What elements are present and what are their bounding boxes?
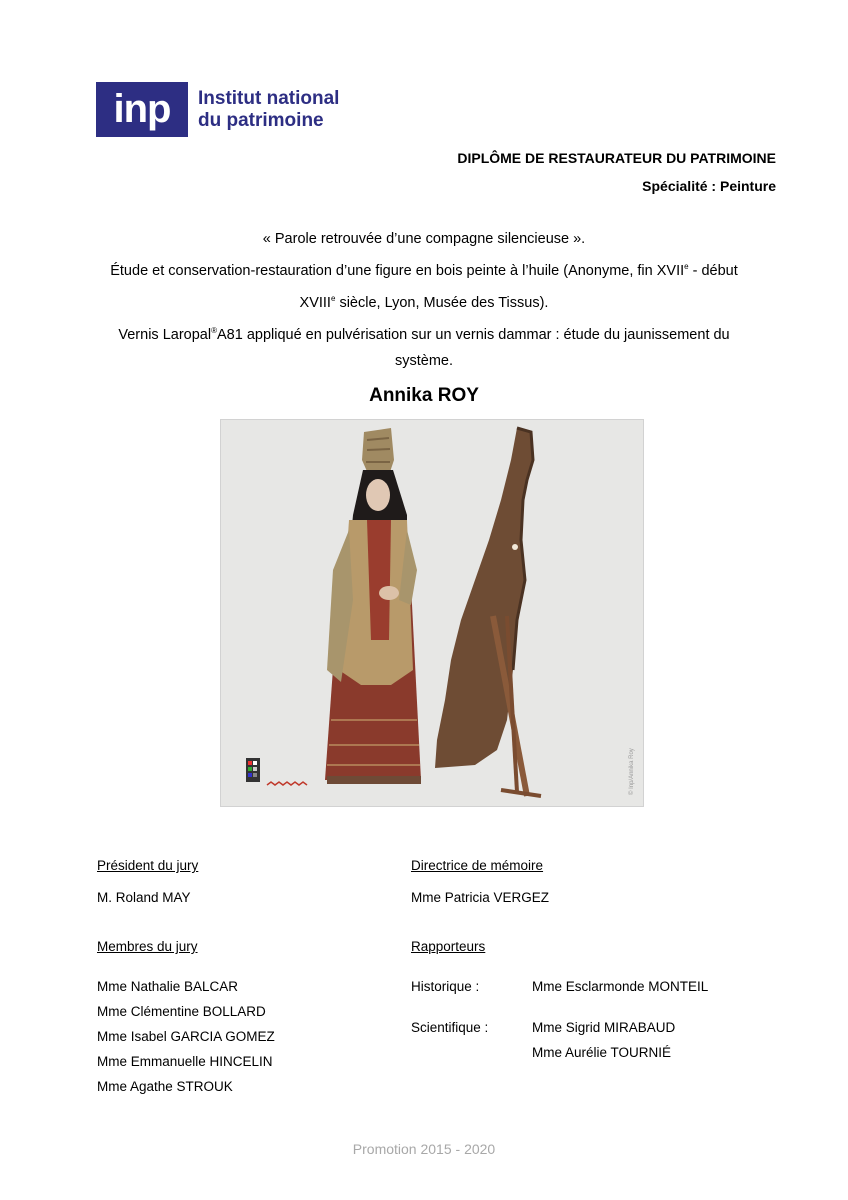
inp-logo-mark: inp [96, 82, 188, 137]
historique-name: Mme Esclarmonde MONTEIL [532, 979, 709, 994]
title-line-4: Vernis Laropal®A81 appliqué en pulvérisation sur un vernis dammar : étude du jaunissement du [118, 325, 730, 343]
president-name: M. Roland MAY [97, 890, 191, 905]
title-line-1: « Parole retrouvée d’une compagne silencieuse ». [262, 231, 586, 247]
cover-photo [220, 419, 644, 807]
title-line-2: Étude et conservation-restauration d’une figure en bois peinte à l’huile (Anonyme, fin XVIIe - début [110, 262, 738, 279]
scientifique-name: Mme Sigrid MIRABAUD [532, 1020, 676, 1035]
inp-logo-text [198, 88, 339, 132]
logo-line-1: Institut national [198, 88, 340, 109]
historique-label: Historique : [411, 979, 480, 994]
speciality: Spécialité : Peinture [642, 178, 776, 194]
logo-line-2: du patrimoine [198, 110, 324, 131]
photo-credit: © Inp/Annika Roy [629, 748, 635, 795]
members-label: Membres du jury [97, 939, 198, 954]
diploma-title: DIPLÔME DE RESTAURATEUR DU PATRIMOINE [457, 150, 776, 166]
wooden-figure-illustration [221, 420, 644, 807]
jury-member: Mme Agathe STROUK [97, 1079, 233, 1094]
rapporteurs-label: Rapporteurs [411, 939, 486, 954]
director-label: Directrice de mémoire [411, 858, 544, 873]
title-line-3: XVIIIe siècle, Lyon, Musée des Tissus). [299, 293, 549, 311]
director-name: Mme Patricia VERGEZ [411, 890, 550, 905]
author-name: Annika ROY [369, 385, 479, 406]
jury-member: Mme Isabel GARCIA GOMEZ [97, 1029, 275, 1044]
thesis-title [0, 226, 848, 375]
jury-member: Mme Emmanuelle HINCELIN [97, 1054, 273, 1069]
title-line-5: système. [394, 353, 453, 370]
president-label: Président du jury [97, 858, 199, 873]
jury-member: Mme Nathalie BALCAR [97, 979, 239, 994]
scientifique-label: Scientifique : [411, 1020, 489, 1035]
scientifique-name: Mme Aurélie TOURNIÉ [532, 1045, 672, 1060]
promotion-footer: Promotion 2015 - 2020 [352, 1141, 496, 1157]
jury-member: Mme Clémentine BOLLARD [97, 1004, 266, 1019]
